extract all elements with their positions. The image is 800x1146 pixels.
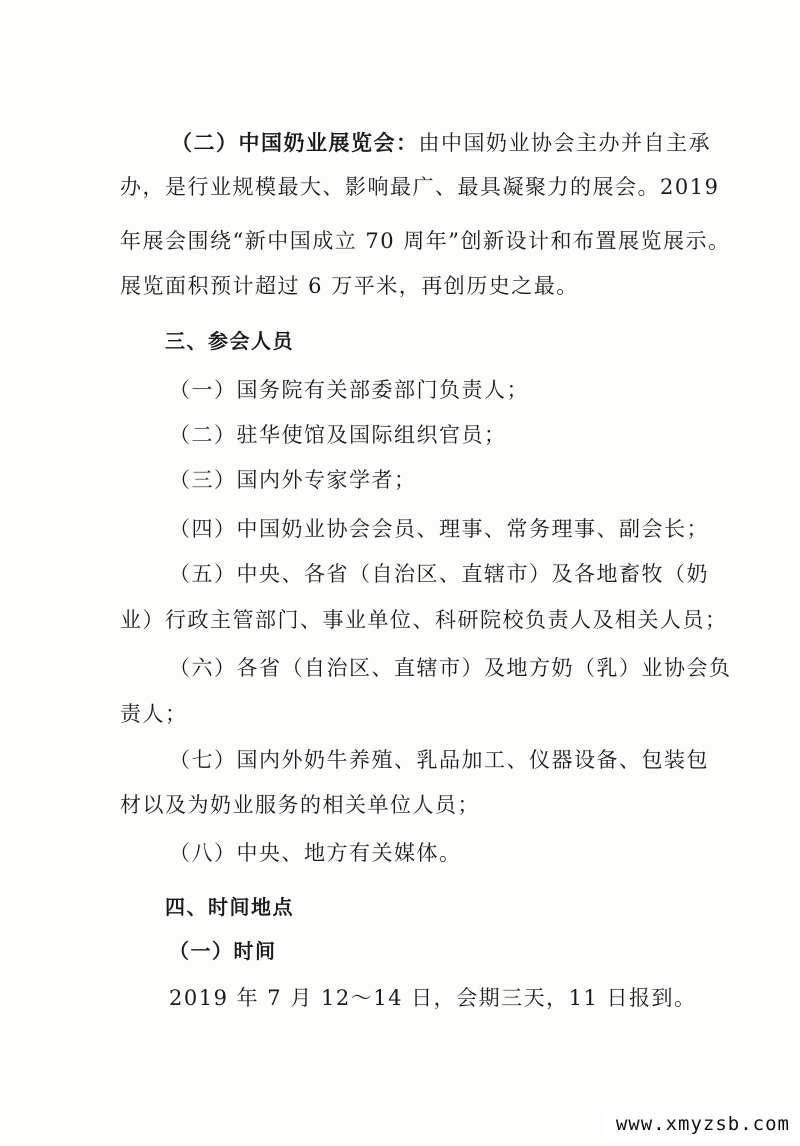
exhibition-text: 由中国奶业协会主办并自主承 [418, 131, 711, 155]
attendee-item-6-line-1: （六）各省（自治区、直辖市）及地方奶（乳）业协会负 [169, 656, 732, 680]
attendee-item-7-line-1: （七）国内外奶牛养殖、乳品加工、仪器设备、包装包 [169, 748, 709, 772]
exhibition-paragraph-line-4: 展览面积预计超过 6 万平米，再创历史之最。 [120, 274, 579, 298]
time-place-heading: 四、时间地点 [165, 895, 294, 919]
exhibition-title: （二）中国奶业展览会： [171, 130, 419, 155]
attendee-item-5-line-2: 业）行政主管部门、事业单位、科研院校负责人及相关人员； [120, 608, 728, 632]
attendee-item-4: （四）中国奶业协会会员、理事、常务理事、副会长； [169, 517, 709, 541]
exhibition-paragraph-line-2: 办，是行业规模最大、影响最广、最具凝聚力的展会。2019 [120, 175, 720, 199]
attendees-heading: 三、参会人员 [165, 329, 294, 353]
attendee-item-8: （八）中央、地方有关媒体。 [169, 841, 462, 865]
attendee-item-7-line-2: 材以及为奶业服务的相关单位人员； [120, 793, 480, 817]
attendee-item-6-line-2: 责人； [120, 702, 188, 726]
watermark-url: www.xmyzsb.com [604, 1111, 800, 1138]
time-text: 2019 年 7 月 12～14 日，会期三天，11 日报到。 [169, 986, 697, 1010]
attendee-item-1: （一）国务院有关部委部门负责人； [169, 378, 529, 402]
exhibition-paragraph-line-1 [171, 128, 711, 158]
attendee-item-3: （三）国内外专家学者； [169, 468, 417, 492]
attendee-item-5-line-1: （五）中央、各省（自治区、直辖市）及各地畜牧（奶 [169, 562, 709, 586]
attendee-item-2: （二）驻华使馆及国际组织官员； [169, 423, 507, 447]
exhibition-paragraph-line-3: 年展会围绕“新中国成立 70 周年”创新设计和布置展览展示。 [120, 229, 731, 253]
time-sub-heading: （一）时间 [169, 939, 277, 963]
